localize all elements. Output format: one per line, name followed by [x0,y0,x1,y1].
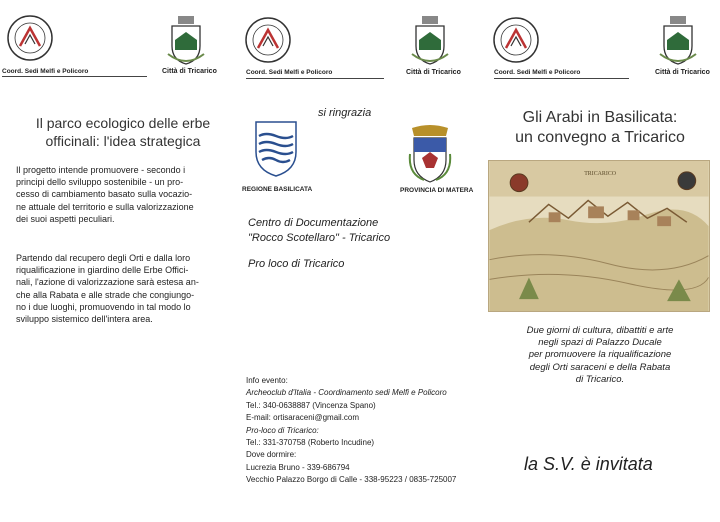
header-divider [494,78,629,79]
coord-label: Coord. Sedi Melfi e Policoro [2,68,89,75]
archeoclub-logo [492,16,540,64]
desc-line: di Tricarico. [575,373,625,385]
para-line: ne attuale del territorio e sulla valorizzazione [16,201,194,212]
header-divider [246,78,384,79]
event-title-line2: un convegno a Tricarico [515,129,685,146]
info-line: Lucrezia Bruno - 339-686794 [246,462,350,472]
panel-middle [240,0,480,522]
park-title-line1: Il parco ecologico delle erbe [35,115,211,131]
event-title-line1: Gli Arabi in Basilicata: [522,109,678,126]
info-line: Pro-loco di Tricarico: [246,425,319,435]
park-title-line2: officinali: l'idea strategica [45,133,201,149]
para-line: nali, l'azione di valorizzazione sarà estesa an- [16,277,199,288]
info-line: Vecchio Palazzo Borgo di Calle - 338-95223 / 0835-725007 [246,475,457,485]
panel-right [480,0,720,522]
para-line: cesso di cambiamento basato sulla vocazio- [16,189,193,200]
coord-label: Coord. Sedi Melfi e Policoro [494,69,581,76]
desc-line: Due giorni di cultura, dibattiti e arte [526,325,674,336]
info-line: Dove dormire: [246,450,297,460]
para-line: Il progetto intende promuovere - secondo i [16,165,186,175]
coord-label: Coord. Sedi Melfi e Policoro [246,69,333,76]
desc-line: per promuovere la riqualificazione [528,349,672,361]
para-line: principi dello sviluppo sostenibile - un pro- [16,177,184,188]
para-line: riqualificazione in giardino delle Erbe Offici- [16,265,189,276]
tricarico-crest [410,14,450,66]
info-line: Info evento: [246,376,288,385]
archeoclub-logo [244,16,292,64]
archeoclub-logo [6,14,54,62]
region-label: REGIONE BASILICATA [242,186,313,193]
invitation-text: la S.V. è invitata [524,454,653,474]
city-label: Città di Tricarico [406,69,461,76]
paragraph-project [16,164,224,225]
info-line: E-mail: ortisaraceni@gmail.com [246,413,360,423]
centro-line1: Centro di Documentazione [248,217,379,229]
paragraph-recovery [16,252,224,325]
info-block [246,375,456,487]
thanks-label: si ringrazia [318,107,372,119]
centro-line2: "Rocco Scotellaro" - Tricarico [248,231,391,244]
event-title [480,108,720,148]
historic-map-image [488,160,710,312]
header-row [480,12,720,82]
centro-documentazione [248,216,390,245]
header-row [240,12,480,82]
regione-basilicata-crest [254,120,298,178]
desc-line: degli Orti saraceni e della Rabata [529,361,671,373]
para-line: dei suoi aspetti peculiari. [16,213,115,224]
proloco-label: Pro loco di Tricarico [248,258,345,270]
info-line: Tel.: 331-370758 (Roberto Incudine) [246,438,375,448]
desc-line: negli spazi di Palazzo Ducale [538,337,662,349]
tricarico-crest [166,14,206,66]
provincia-matera-crest [408,124,452,184]
header-divider [2,76,147,77]
park-title [18,114,228,150]
city-label: Città di Tricarico [655,69,710,76]
para-line: che alla Rabata e alle strade che congiungo- [16,289,195,300]
info-line: Tel.: 340-0638887 (Vincenza Spano) [246,400,376,410]
para-line: sviluppo sistemico dell'intera area. [16,314,153,325]
header-row [0,12,240,82]
city-label: Città di Tricarico [162,68,217,75]
para-line: Partendo dal recupero degli Orti e dalla loro [16,253,191,263]
para-line: no i due luoghi, promuovendo in tal modo lo [16,301,191,312]
info-line: Archeoclub d'Italia - Coordinamento sedi Melfi e Policoro [246,388,447,398]
tricarico-crest [658,14,698,66]
map-caption: TRICARICO [584,170,617,177]
event-description [486,325,714,386]
panel-left [0,0,240,522]
province-label: PROVINCIA DI MATERA [400,187,474,194]
